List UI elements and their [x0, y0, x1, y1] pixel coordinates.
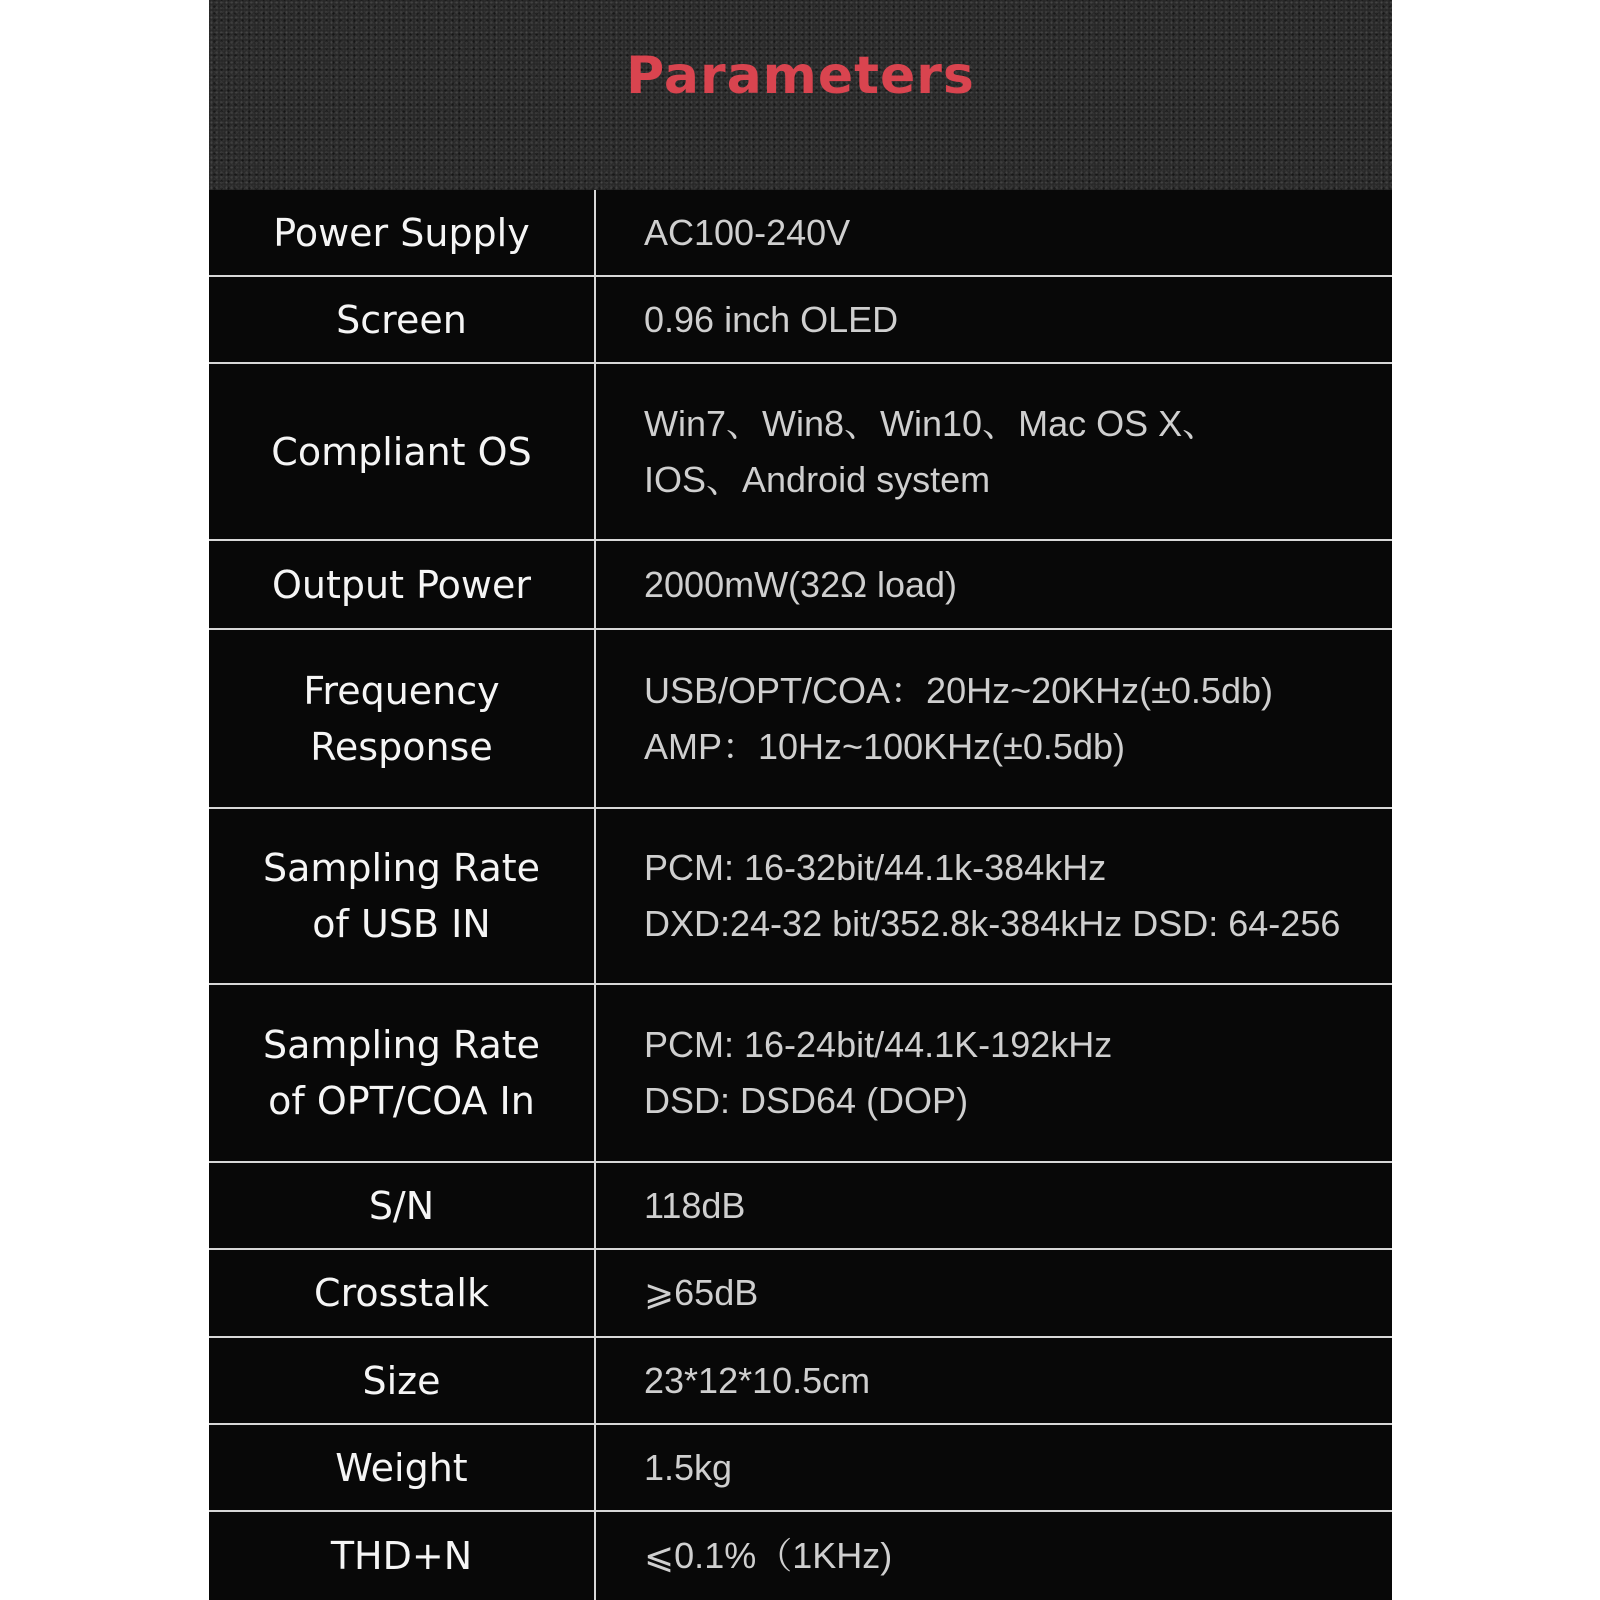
parameters-table [209, 190, 1392, 1600]
label-line: of OPT/COA In [268, 1079, 535, 1123]
value-line: 23*12*10.5cm [644, 1359, 871, 1401]
value-line: DXD:24-32 bit/352.8k-384kHz DSD: 64-256 [644, 903, 1341, 944]
row-power-supply [209, 190, 1392, 276]
row-value [595, 1511, 1392, 1600]
value-line: PCM: 16-24bit/44.1K-192kHz [644, 1024, 1113, 1065]
label-line: Power Supply [273, 210, 530, 255]
row-crosstalk [209, 1249, 1392, 1337]
value-line: IOS、Android system [644, 458, 991, 500]
parameters-sheet [209, 0, 1392, 1600]
row-value [595, 808, 1392, 984]
value-line: DSD: DSD64 (DOP) [644, 1080, 969, 1121]
label-line: Sampling Rate [262, 1023, 541, 1067]
label-line: Output Power [272, 562, 531, 607]
row-label [209, 1511, 595, 1600]
row-value [595, 1162, 1392, 1249]
row-screen [209, 276, 1392, 363]
value-line: 0.96 inch OLED [644, 298, 899, 340]
row-label [209, 1337, 595, 1424]
row-value [595, 1337, 1392, 1424]
value-line: AC100-240V [644, 211, 851, 253]
row-value [595, 1424, 1392, 1511]
label-line: of USB IN [312, 902, 491, 946]
row-sampling-rate-usb [209, 808, 1392, 984]
value-line: USB/OPT/COA：20Hz~20KHz(±0.5db) [644, 669, 1273, 711]
value-line: 2000mW(32Ω load) [644, 563, 958, 605]
label-line: Weight [335, 1445, 468, 1490]
value-line: Win7、Win8、Win10、Mac OS X、 [644, 402, 1219, 444]
row-value [595, 540, 1392, 629]
label-line: Size [362, 1358, 441, 1403]
label-line: Sampling Rate [262, 846, 541, 890]
row-value [595, 190, 1392, 276]
header-banner [209, 0, 1392, 190]
row-value [595, 1249, 1392, 1337]
value-line: ⩽0.1%（1KHz) [644, 1535, 893, 1576]
row-value [595, 276, 1392, 363]
row-frequency-response [209, 629, 1392, 808]
row-value [595, 629, 1392, 808]
value-line: PCM: 16-32bit/44.1k-384kHz [644, 847, 1107, 888]
row-label [209, 1162, 595, 1249]
label-line: Compliant OS [271, 429, 532, 474]
row-size [209, 1337, 1392, 1424]
label-line: Screen [336, 297, 467, 342]
value-line: 118dB [644, 1184, 746, 1226]
row-sn [209, 1162, 1392, 1249]
page-title: Parameters [626, 46, 975, 106]
label-line: Frequency [303, 668, 500, 713]
row-label [209, 190, 595, 276]
row-label [209, 540, 595, 629]
label-line: Crosstalk [314, 1271, 489, 1315]
row-label [209, 984, 595, 1162]
label-line: S/N [368, 1183, 435, 1228]
value-line: AMP：10Hz~100KHz(±0.5db) [644, 725, 1125, 767]
row-label [209, 276, 595, 363]
row-value [595, 363, 1392, 540]
row-sampling-rate-opt-coa [209, 984, 1392, 1162]
row-output-power [209, 540, 1392, 629]
label-line: THD+N [330, 1534, 473, 1578]
row-thd-n [209, 1511, 1392, 1600]
row-weight [209, 1424, 1392, 1511]
row-label [209, 1249, 595, 1337]
label-line: Response [310, 724, 493, 769]
row-label [209, 808, 595, 984]
value-line: 1.5kg [644, 1446, 733, 1488]
row-label [209, 363, 595, 540]
row-label [209, 1424, 595, 1511]
row-value [595, 984, 1392, 1162]
value-line: ⩾65dB [644, 1272, 759, 1313]
row-label [209, 629, 595, 808]
row-compliant-os [209, 363, 1392, 540]
